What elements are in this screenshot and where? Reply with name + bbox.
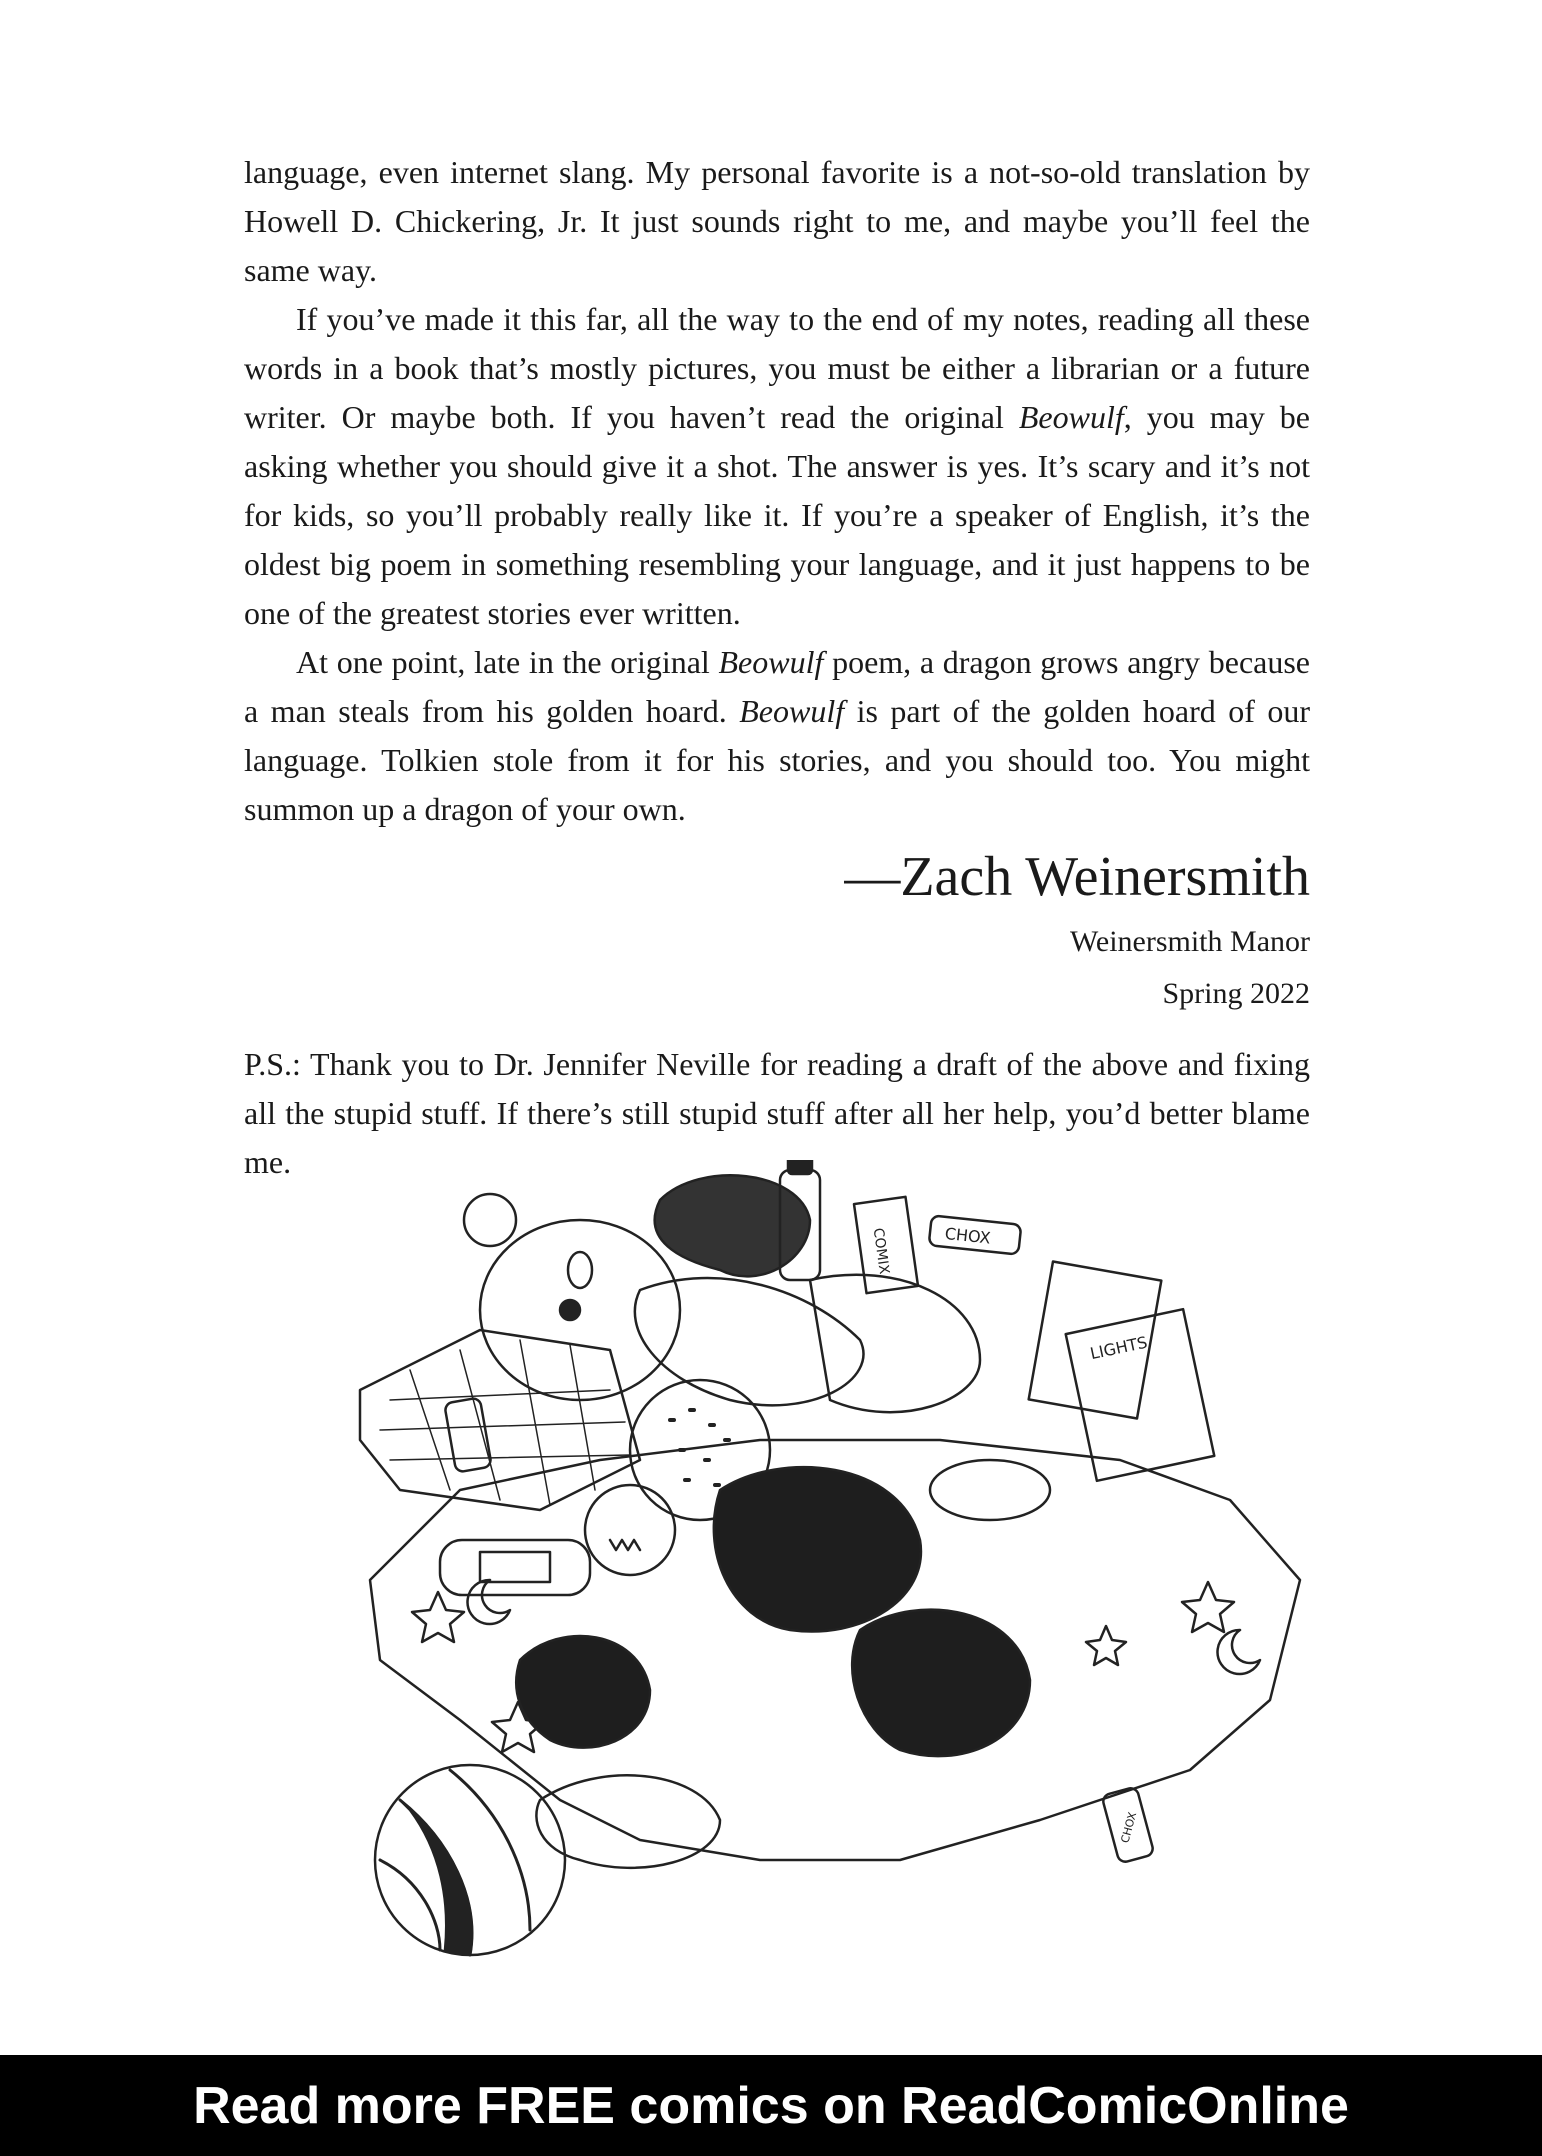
soda-can bbox=[444, 1397, 492, 1472]
paragraph-3-part-c: is part of the golden hoard of our language. Tolkien stole from it for his stories, and you should too. You might summon up a dragon of your own. bbox=[244, 693, 1311, 827]
paragraph-2-part-b: , you may be asking whether you should give it a shot. The answer is yes. It’s scary and it’s not for kids, so you’ll probably really like it. If you’re a speaker of English, it’s the oldest big poem in something resembling your language, and it just happens to be one of the greatest stories ever written. bbox=[244, 399, 1311, 631]
footer-banner-text[interactable]: Read more FREE comics on ReadComicOnline bbox=[193, 2076, 1349, 2135]
moon-icon bbox=[468, 1580, 510, 1624]
game-console bbox=[440, 1540, 590, 1595]
pillow bbox=[536, 1775, 720, 1868]
signature-block bbox=[244, 838, 1310, 1020]
chox-can-label: CHOX bbox=[1118, 1810, 1140, 1845]
teddy-ear bbox=[464, 1194, 516, 1246]
signature-place: Weinersmith Manor bbox=[1069, 925, 1310, 958]
monster-plush bbox=[585, 1485, 675, 1575]
star-icon bbox=[1182, 1582, 1234, 1632]
child-dark-hair bbox=[714, 1467, 921, 1631]
postscript: P.S.: Thank you to Dr. Jennifer Neville for reading a draft of the above and fixing all the stupid stuff. If there’s still stupid stuff after all her help, you’d better blame me. bbox=[244, 1046, 1310, 1180]
bowl bbox=[930, 1460, 1050, 1520]
dark-plush bbox=[655, 1175, 810, 1276]
paragraph-3-part-b: poem, a dragon grows angry because a man steals from his golden hoard. bbox=[244, 644, 1310, 729]
child-dark-hair bbox=[852, 1610, 1030, 1757]
star-icon bbox=[412, 1592, 464, 1642]
author-signature: —Zach Weinersmith bbox=[844, 846, 1310, 908]
footer-banner[interactable] bbox=[0, 2055, 1542, 2156]
lights-label: LIGHTS bbox=[1088, 1332, 1150, 1364]
paragraph-1: language, even internet slang. My personal favorite is a not-so-old translation by Howell D. Chickering, Jr. It just sounds right to me, and maybe you’ll feel the same way. bbox=[244, 154, 1310, 288]
moon-icon bbox=[1218, 1630, 1260, 1674]
page-text bbox=[244, 148, 1310, 1187]
chox-label: CHOX bbox=[944, 1223, 992, 1248]
signature-date: Spring 2022 bbox=[1162, 977, 1310, 1010]
star-icon bbox=[1086, 1626, 1126, 1665]
sleepover-illustration bbox=[340, 1160, 1320, 2000]
paragraph-2 bbox=[244, 295, 1310, 638]
child-dark-hair bbox=[516, 1636, 650, 1748]
paragraph-2-part-a: If you’ve made it this far, all the way to the end of my notes, reading all these words in a book that’s mostly pictures, you must be either a librarian or a future writer. Or maybe both. If you haven’t read the original bbox=[244, 301, 1310, 435]
paragraph-3-part-a: At one point, late in the original bbox=[296, 644, 719, 680]
paragraph-3-beowulf-2: Beowulf bbox=[739, 693, 845, 729]
comix-label: COMIX bbox=[869, 1226, 892, 1276]
paragraph-3 bbox=[244, 638, 1310, 834]
quilt bbox=[360, 1330, 640, 1510]
paragraph-2-beowulf: Beowulf bbox=[1018, 399, 1124, 435]
paragraph-3-beowulf-1: Beowulf bbox=[718, 644, 824, 680]
